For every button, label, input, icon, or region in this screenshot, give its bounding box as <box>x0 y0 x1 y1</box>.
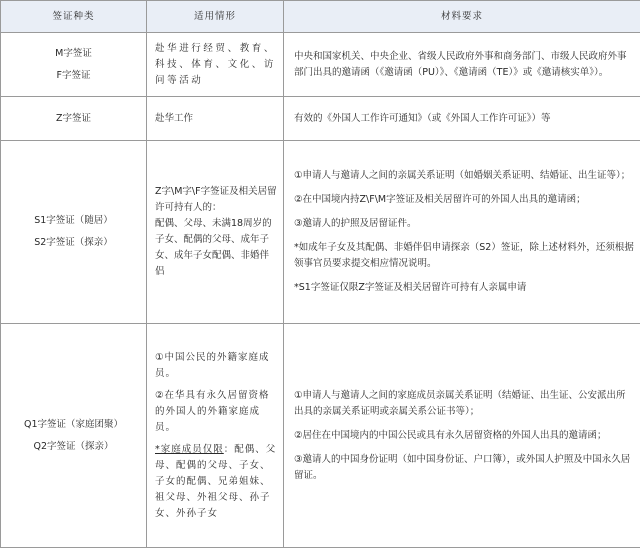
table-row-s <box>1 141 640 324</box>
materials-item: ①申请人与邀请人之间的亲属关系证明（如婚姻关系证明、结婚证、出生证等）； <box>294 168 634 184</box>
scope-text: 赴华工作 <box>155 111 277 127</box>
visa-type: F字签证 <box>1 68 146 84</box>
materials-cell <box>284 141 640 324</box>
visa-type: M字签证 <box>1 46 146 62</box>
table-row-q <box>1 324 640 548</box>
visa-type-cell <box>1 33 147 97</box>
materials-item: ③邀请人的护照及居留证件。 <box>294 216 634 232</box>
scope-text: Z字\M字\F字签证及相关居留许可持有人的： <box>155 184 277 216</box>
materials-note: *S1字签证仅限Z字签证及相关居留许可持有人亲属申请 <box>294 280 634 296</box>
scope-text: 配偶、父母、未满18周岁的子女、配偶的父母、成年子女、成年子女配偶、非婚伴侣 <box>155 216 277 280</box>
materials-item: ②在中国境内持Z\F\M字签证及相关居留许可的外国人出具的邀请函； <box>294 192 634 208</box>
scope-item: ①中国公民的外籍家庭成员。 <box>155 350 277 382</box>
visa-type: Q1字签证（家庭团聚） <box>1 417 146 433</box>
materials-item: ①申请人与邀请人之间的家庭成员亲属关系证明（结婚证、出生证、公安派出所出具的亲属关系证明或亲属关系公证书等）； <box>294 388 634 420</box>
materials-text: 中央和国家机关、中央企业、省级人民政府外事和商务部门、市级人民政府外事部门出具的邀请函（《邀请函（PU）》、《邀请函（TE）》或《邀请核实单》）。 <box>294 49 634 81</box>
visa-type-cell <box>1 324 147 548</box>
materials-cell <box>284 324 640 548</box>
header-materials: 材料要求 <box>284 1 640 33</box>
materials-cell <box>284 97 640 141</box>
materials-note: *如成年子女及其配偶、非婚伴侣申请探亲（S2）签证，除上述材料外，还须根据领事官员要求提交相应情况说明。 <box>294 240 634 272</box>
materials-text: 有效的《外国人工作许可通知》（或《外国人工作许可证》）等 <box>294 111 634 127</box>
scope-cell <box>147 324 284 548</box>
header-visa-type: 签证种类 <box>1 1 147 33</box>
scope-item: ②在华具有永久居留资格的外国人的外籍家庭成员。 <box>155 388 277 436</box>
scope-note-list: ：配偶、父母、配偶的父母、子女、子女的配偶、兄弟姐妹、祖父母、外祖父母、孙子女、外孙子女 <box>155 444 276 519</box>
scope-text: 赴华进行经贸、教育、科技、体育、文化、访问等活动 <box>155 41 277 89</box>
visa-type: Z字签证 <box>56 113 91 124</box>
scope-cell <box>147 141 284 324</box>
visa-type: Q2字签证（探亲） <box>1 439 146 455</box>
visa-type-cell <box>1 97 147 141</box>
header-scope: 适用情形 <box>147 1 284 33</box>
visa-type: S2字签证（探亲） <box>1 235 146 251</box>
materials-item: ③邀请人的中国身份证明（如中国身份证、户口簿），或外国人护照及中国永久居留证。 <box>294 452 634 484</box>
materials-item: ②居住在中国境内的中国公民或具有永久居留资格的外国人出具的邀请函； <box>294 428 634 444</box>
scope-note-underlined: *家庭成员仅限 <box>155 444 224 455</box>
table-row-mf <box>1 33 640 97</box>
table-row-z <box>1 97 640 141</box>
table-header-row <box>1 1 640 33</box>
visa-type: S1字签证（随居） <box>1 213 146 229</box>
scope-cell <box>147 33 284 97</box>
scope-cell <box>147 97 284 141</box>
visa-type-cell <box>1 141 147 324</box>
materials-cell <box>284 33 640 97</box>
scope-note <box>155 442 277 522</box>
